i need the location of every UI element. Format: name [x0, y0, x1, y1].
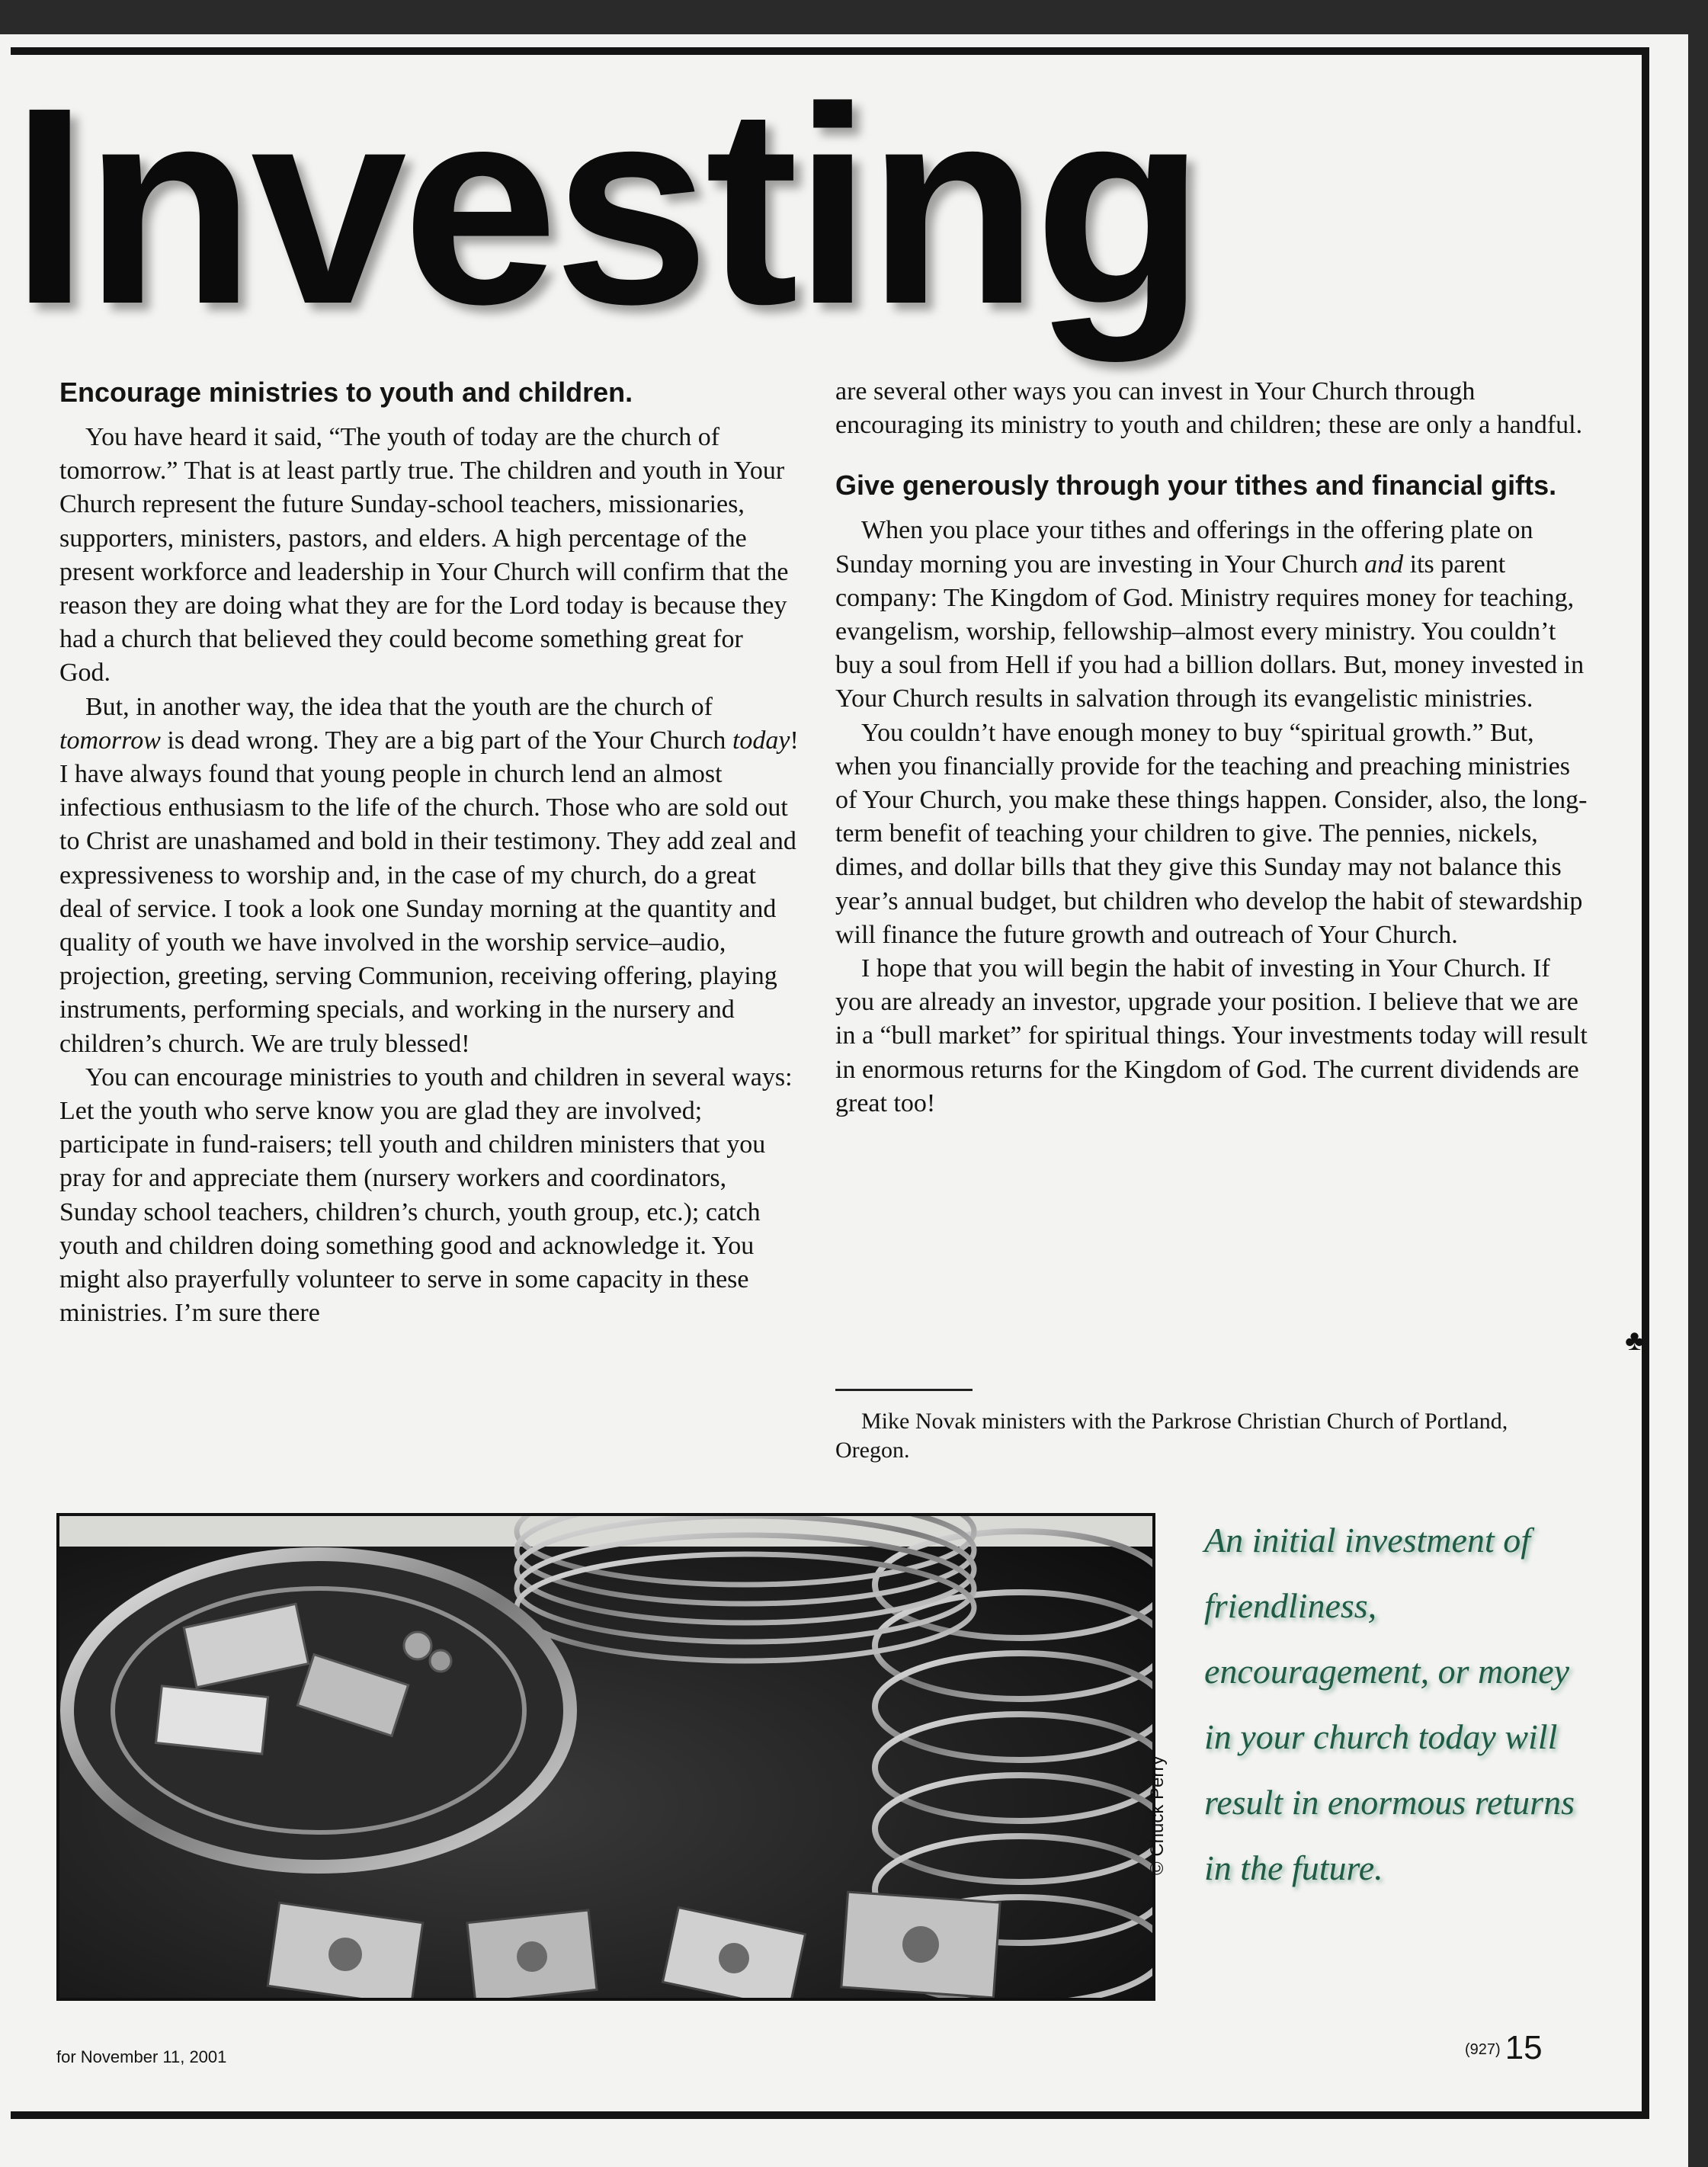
paragraph: But, in another way, the idea that the youth are the church of tomorrow is dead wrong. They are a big part of the Your Church today! I have always found that young people in church lend an almost infectious enthusiasm to the life of the church. Those who are sold out to Christ are unashamed and bold in their testimony. They add zeal and expressiveness to worship and, in the case of my church, do a great deal of service. I took a look one Sunday morning at the quantity and quality of youth we have involved in the worship service–audio, projection, greeting, serving Communion, receiving offering, playing instruments, performing specials, and working in the nursery and children’s church. We are truly blessed! [59, 692, 799, 1058]
paragraph: You can encourage ministries to youth and children in several ways: Let the youth who serve know you are glad they are involved; participate in fund-raisers; tell youth and children ministers that you pray for and appreciate them (nursery workers and coordinators, Sunday school teachers, children’s church, youth group, etc.); catch youth and children doing something good and acknowledge it. You might also prayerfully volunteer to serve in some capacity in these ministries. I’m sure there [59, 1063, 793, 1328]
paragraph: You couldn’t have enough money to buy “spiritual growth.” But, when you financially provide for the teaching and preaching ministries of Your Church, you make these things happen. Consider, also, the long-term benefit of teaching your children to give. The pennies, nickels, dimes, and dollar bills that they give this Sunday may not balance this year’s annual budget, but children who develop the habit of stewardship will finance the future growth and outreach of Your Church. [835, 718, 1588, 949]
page-folio [1465, 2029, 1543, 2067]
page-number: 15 [1505, 2029, 1543, 2066]
issue-date: for November 11, 2001 [56, 2047, 227, 2066]
author-bio: Mike Novak ministers with the Parkrose Christian Church of Portland, Oregon. [835, 1409, 1508, 1463]
end-of-article-icon: ♣ [1625, 1325, 1644, 1357]
section-heading-giving: Give generously through your tithes and financial gifts. [835, 470, 1557, 502]
offering-plates-photo [56, 1513, 1155, 2001]
paragraph: You have heard it said, “The youth of today are the church of tomorrow.” That is at least partly true. The children and youth in Your Church represent the future Sunday-school teachers, missionaries, supporters, ministers, pastors, and elders. A high percentage of the present workforce and leadership in Your Church will confirm that the reason they are doing what they are for the Lord today is because they had a church that believed they could become something great for God. [59, 423, 789, 688]
article-column-right [835, 375, 1590, 1120]
article-column-left [59, 375, 799, 1330]
page-code: (927) [1465, 2041, 1501, 2058]
paragraph: When you place your tithes and offerings in the offering plate on Sunday morning you are investing in Your Church and its parent company: The Kingdom of God. Ministry requires money for teaching, evangelism, worship, fellowship–almost every ministry. You couldn’t buy a soul from Hell if you had a billion dollars. But, money invested in Your Church results in salvation through its evangelistic ministries. [835, 516, 1585, 713]
photo-credit: © Chuck Perry [1147, 1755, 1168, 1875]
paragraph-continued: are several other ways you can invest in Your Church through encouraging its ministry to youth and children; these are only a handful. [835, 377, 1583, 440]
section-heading-youth: Encourage ministries to youth and children. [59, 377, 633, 408]
bio-divider [835, 1389, 973, 1391]
headline: Investing [11, 49, 1201, 362]
pull-quote: An initial investment of friendliness, encouragement, or money in your church today will result in enormous returns in the future. [1204, 1521, 1575, 1887]
paragraph: I hope that you will begin the habit of investing in Your Church. If you are already an investor, upgrade your position. I believe that we are in a “bull market” for spiritual things. Your investments today will result in enormous returns for the Kingdom of God. The current dividends are great too! [835, 954, 1588, 1117]
photo-illustration [59, 1516, 1152, 1998]
